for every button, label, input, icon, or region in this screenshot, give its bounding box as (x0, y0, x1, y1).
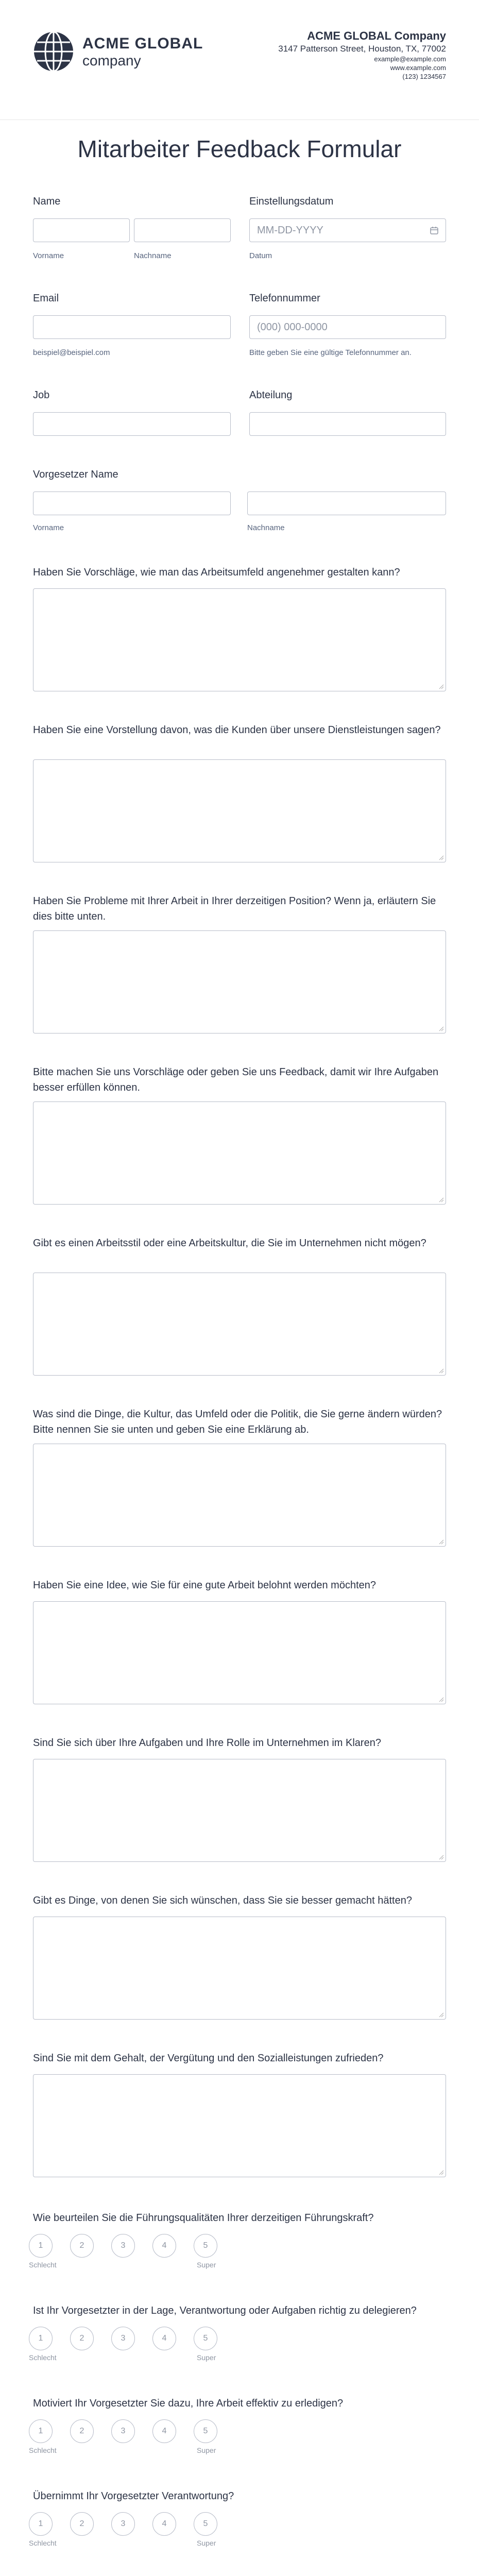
question-8-textarea[interactable] (33, 1759, 446, 1862)
first-name-input[interactable] (33, 218, 130, 242)
form-header (0, 0, 479, 120)
phone-placeholder: (000) 000-0000 (257, 321, 328, 333)
rating-option-1[interactable]: 1 (29, 2327, 53, 2350)
resize-handle-icon[interactable] (439, 2012, 444, 2018)
hire-date-placeholder: MM-DD-YYYY (257, 225, 323, 236)
rating-low-label: Schlecht (29, 2539, 57, 2547)
job-input[interactable] (33, 412, 231, 436)
rating-option-4[interactable]: 4 (152, 2512, 176, 2536)
rating-option-4[interactable]: 4 (152, 2327, 176, 2350)
company-phone: (123) 1234567 (402, 73, 446, 80)
rating-option-3[interactable]: 3 (111, 2512, 135, 2536)
company-address: 3147 Patterson Street, Houston, TX, 77002 (278, 44, 446, 54)
question-2-label: Haben Sie eine Vorstellung davon, was die Kunden über unsere Dienstleistungen sagen? (33, 724, 441, 736)
company-logo-icon (33, 31, 74, 72)
rating-option-2[interactable]: 2 (70, 2512, 94, 2536)
question-9-textarea[interactable] (33, 1917, 446, 2020)
phone-sublabel: Bitte geben Sie eine gültige Telefonnummer an. (249, 348, 412, 357)
rating-option-5[interactable]: 5 (194, 2234, 217, 2258)
rating-high-label: Super (197, 2539, 216, 2547)
rating-option-5[interactable]: 5 (194, 2512, 217, 2536)
question-9-label: Gibt es Dinge, von denen Sie sich wünschen, dass Sie sie besser gemacht hätten? (33, 1895, 412, 1906)
rating-option-3[interactable]: 3 (111, 2234, 135, 2258)
question-6-textarea[interactable] (33, 1444, 446, 1547)
rating-option-1[interactable]: 1 (29, 2512, 53, 2536)
question-1-label: Haben Sie Vorschläge, wie man das Arbeitsumfeld angenehmer gestalten kann? (33, 567, 400, 578)
question-7-textarea[interactable] (33, 1601, 446, 1704)
form-title: Mitarbeiter Feedback Formular (77, 135, 402, 162)
rating-option-1[interactable]: 1 (29, 2419, 53, 2443)
email-label: Email (33, 293, 59, 304)
question-10-textarea[interactable] (33, 2074, 446, 2177)
rating-option-5[interactable]: 5 (194, 2327, 217, 2350)
question-10-label: Sind Sie mit dem Gehalt, der Vergütung und den Sozialleistungen zufrieden? (33, 2053, 384, 2064)
question-4-label: Bitte machen Sie uns Vorschläge oder geben Sie uns Feedback, damit wir Ihre Aufgaben besser erfüllen können. (33, 1066, 439, 1093)
question-6-label: Was sind die Dinge, die Kultur, das Umfeld oder die Politik, die Sie gerne ändern würden? Bitte nennen Sie sie unten und geben Sie eine Erklärung ab. (33, 1409, 442, 1435)
resize-handle-icon[interactable] (439, 1539, 444, 1545)
resize-handle-icon[interactable] (439, 1368, 444, 1374)
supervisor-last-name-input[interactable] (247, 492, 446, 515)
company-name: ACME GLOBAL Company (307, 29, 446, 42)
hire-date-label: Einstellungsdatum (249, 196, 334, 207)
rating-option-4[interactable]: 4 (152, 2419, 176, 2443)
rating-option-5[interactable]: 5 (194, 2419, 217, 2443)
first-name-sublabel: Vorname (33, 251, 64, 260)
question-2-textarea[interactable] (33, 759, 446, 862)
brand-line-1: ACME GLOBAL (82, 35, 203, 52)
question-8-label: Sind Sie sich über Ihre Aufgaben und Ihre Rolle im Unternehmen im Klaren? (33, 1737, 381, 1749)
rating-4-label: Übernimmt Ihr Vorgesetzter Verantwortung? (33, 2490, 234, 2502)
phone-label: Telefonnummer (249, 293, 320, 304)
question-3-label: Haben Sie Probleme mit Ihrer Arbeit in Ihrer derzeitigen Position? Wenn ja, erläutern Sie dies bitte unten. (33, 895, 436, 922)
rating-high-label: Super (197, 2446, 216, 2454)
name-label: Name (33, 196, 61, 207)
question-4-textarea[interactable] (33, 1101, 446, 1205)
email-sublabel: beispiel@beispiel.com (33, 348, 110, 357)
company-website: www.example.com (390, 64, 446, 72)
hire-date-input[interactable] (249, 218, 446, 242)
question-3-textarea[interactable] (33, 930, 446, 1033)
rating-3-scale (29, 2419, 235, 2454)
resize-handle-icon[interactable] (439, 855, 444, 860)
supervisor-first-name-input[interactable] (33, 492, 231, 515)
brand-line-2: company (82, 53, 141, 69)
rating-4-scale (29, 2512, 235, 2547)
rating-option-1[interactable]: 1 (29, 2234, 53, 2258)
rating-3-label: Motiviert Ihr Vorgesetzter Sie dazu, Ihre Arbeit effektiv zu erledigen? (33, 2398, 344, 2409)
last-name-sublabel: Nachname (134, 251, 172, 260)
question-7-label: Haben Sie eine Idee, wie Sie für eine gute Arbeit belohnt werden möchten? (33, 1580, 376, 1591)
rating-high-label: Super (197, 2353, 216, 2362)
question-5-label: Gibt es einen Arbeitsstil oder eine Arbeitskultur, die Sie im Unternehmen nicht mögen? (33, 1238, 426, 1249)
resize-handle-icon[interactable] (439, 684, 444, 689)
rating-low-label: Schlecht (29, 2353, 57, 2362)
hire-date-sublabel: Datum (249, 251, 272, 260)
company-email: example@example.com (374, 55, 446, 63)
rating-high-label: Super (197, 2261, 216, 2269)
rating-2-scale (29, 2327, 235, 2362)
rating-low-label: Schlecht (29, 2446, 57, 2454)
job-label: Job (33, 389, 50, 401)
rating-1-label: Wie beurteilen Sie die Führungsqualitäten Ihrer derzeitigen Führungskraft? (33, 2212, 374, 2224)
rating-option-2[interactable]: 2 (70, 2234, 94, 2258)
resize-handle-icon[interactable] (439, 1197, 444, 1202)
question-5-textarea[interactable] (33, 1273, 446, 1376)
department-input[interactable] (249, 412, 446, 436)
department-label: Abteilung (249, 389, 293, 401)
resize-handle-icon[interactable] (439, 1026, 444, 1031)
calendar-icon[interactable] (430, 226, 438, 234)
supervisor-last-sublabel: Nachname (247, 523, 285, 532)
rating-1-scale (29, 2234, 235, 2269)
supervisor-first-sublabel: Vorname (33, 523, 64, 532)
rating-option-4[interactable]: 4 (152, 2234, 176, 2258)
phone-input[interactable] (249, 315, 446, 339)
resize-handle-icon[interactable] (439, 2170, 444, 2175)
rating-option-3[interactable]: 3 (111, 2419, 135, 2443)
question-1-textarea[interactable] (33, 588, 446, 691)
brand-name (82, 35, 203, 69)
resize-handle-icon[interactable] (439, 1697, 444, 1702)
rating-2-label: Ist Ihr Vorgesetzter in der Lage, Verantwortung oder Aufgaben richtig zu delegieren? (33, 2305, 417, 2316)
supervisor-label: Vorgesetzer Name (33, 469, 118, 480)
rating-low-label: Schlecht (29, 2261, 57, 2269)
resize-handle-icon[interactable] (439, 1855, 444, 1860)
rating-option-3[interactable]: 3 (111, 2327, 135, 2350)
rating-option-2[interactable]: 2 (70, 2327, 94, 2350)
email-input[interactable] (33, 315, 231, 339)
rating-option-2[interactable]: 2 (70, 2419, 94, 2443)
company-info (278, 29, 446, 81)
last-name-input[interactable] (134, 218, 231, 242)
